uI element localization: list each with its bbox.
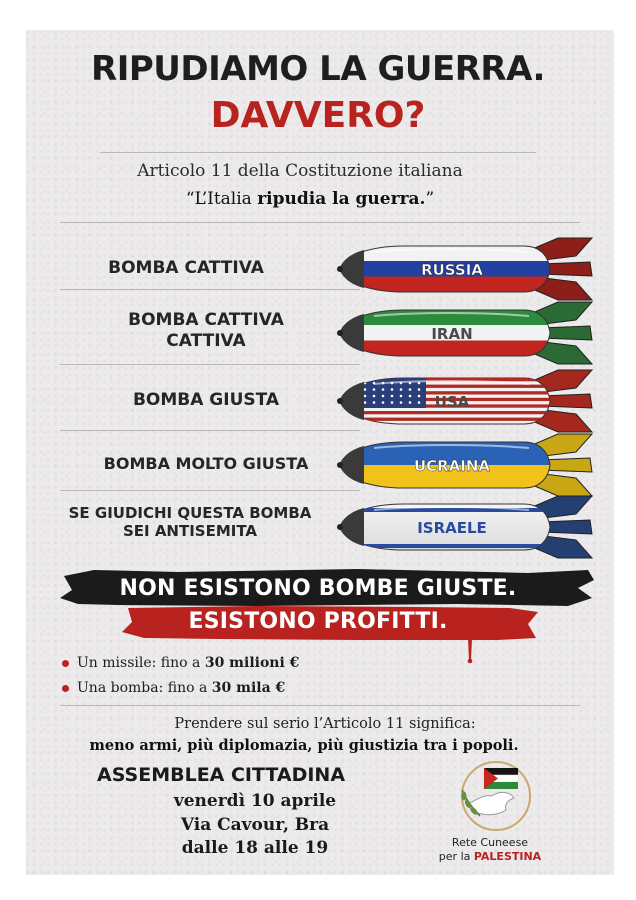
closing-demands: meno armi, più diplomazia, più giustizia tra i popoli.	[89, 737, 519, 754]
bomb-nose	[340, 314, 364, 352]
divider	[60, 222, 580, 223]
bomb-russia	[334, 236, 596, 302]
bomb-country-label: IRAN	[431, 325, 473, 343]
organizer-name-line-2: per la PALESTINA	[438, 850, 542, 863]
bullet-dot	[62, 685, 69, 692]
bomb-label	[46, 258, 326, 279]
event-date: venerdì 10 aprile	[173, 791, 337, 811]
bomb-tip	[337, 398, 343, 404]
bomb-label-line: BOMBA CATTIVA	[128, 310, 284, 330]
bomb-nose	[340, 508, 364, 546]
slogan-line-2: ESISTONO PROFITTI.	[188, 609, 448, 634]
bomb-country-label: RUSSIA	[421, 261, 483, 279]
divider	[60, 289, 360, 290]
headline-line-2: DAVVERO?	[210, 95, 426, 136]
bomb-country-label: USA	[434, 393, 470, 411]
bomb-label-line: BOMBA CATTIVA	[108, 258, 264, 278]
slogan-line-1: NON ESISTONO BOMBE GIUSTE.	[119, 576, 517, 601]
divider	[60, 705, 580, 706]
divider	[60, 364, 360, 365]
bomb-label-line: CATTIVA	[166, 330, 246, 351]
closing-statement: Prendere sul serio l’Articolo 11 significa:	[174, 716, 476, 732]
bomb-iran	[334, 300, 596, 366]
organizer-name-line-1: Rete Cuneese	[451, 836, 529, 849]
event-place: Via Cavour, Bra	[180, 815, 330, 835]
bomb-label	[66, 454, 346, 474]
divider	[60, 430, 360, 431]
bomb-label	[50, 504, 330, 541]
bomb-country-label: ISRAELE	[417, 519, 487, 537]
bomb-israel	[334, 494, 596, 560]
divider	[100, 152, 536, 153]
bomb-nose	[340, 446, 364, 484]
cost-item-missile: Un missile: fino a 30 milioni €	[62, 655, 299, 671]
bomb-label-line: SE GIUDICHI QUESTA BOMBA	[68, 504, 312, 522]
paint-drop	[468, 659, 473, 664]
constitution-quote: “L’Italia ripudia la guerra.”	[185, 189, 435, 209]
headline-line-1: RIPUDIAMO LA GUERRA.	[91, 49, 545, 89]
bullet-dot	[62, 660, 69, 667]
bomb-usa	[334, 368, 596, 434]
cost-item-bomb: Una bomba: fino a 30 mila €	[62, 680, 285, 696]
bomb-tip	[337, 330, 343, 336]
event-time: dalle 18 alle 19	[181, 838, 329, 858]
bomb-nose	[340, 382, 364, 420]
bomb-label	[66, 390, 346, 411]
palestine-flag-icon	[484, 768, 518, 789]
bomb-ukraine	[334, 432, 596, 498]
bomb-label-line: SEI ANTISEMITA	[122, 522, 258, 541]
divider	[60, 490, 360, 491]
bomb-tip	[337, 524, 343, 530]
paint-drip	[468, 638, 472, 660]
bomb-country-label: UCRAINA	[413, 457, 491, 475]
bomb-tip	[337, 266, 343, 272]
peace-dove-logo	[454, 760, 536, 834]
bomb-nose	[340, 250, 364, 288]
article-reference: Articolo 11 della Costituzione italiana	[137, 161, 463, 181]
bomb-tip	[337, 462, 343, 468]
event-title: ASSEMBLEA CITTADINA	[97, 764, 346, 786]
bomb-label-line: BOMBA GIUSTA	[132, 390, 280, 410]
bomb-label	[66, 310, 346, 351]
bomb-label-line: BOMBA MOLTO GIUSTA	[103, 454, 309, 473]
